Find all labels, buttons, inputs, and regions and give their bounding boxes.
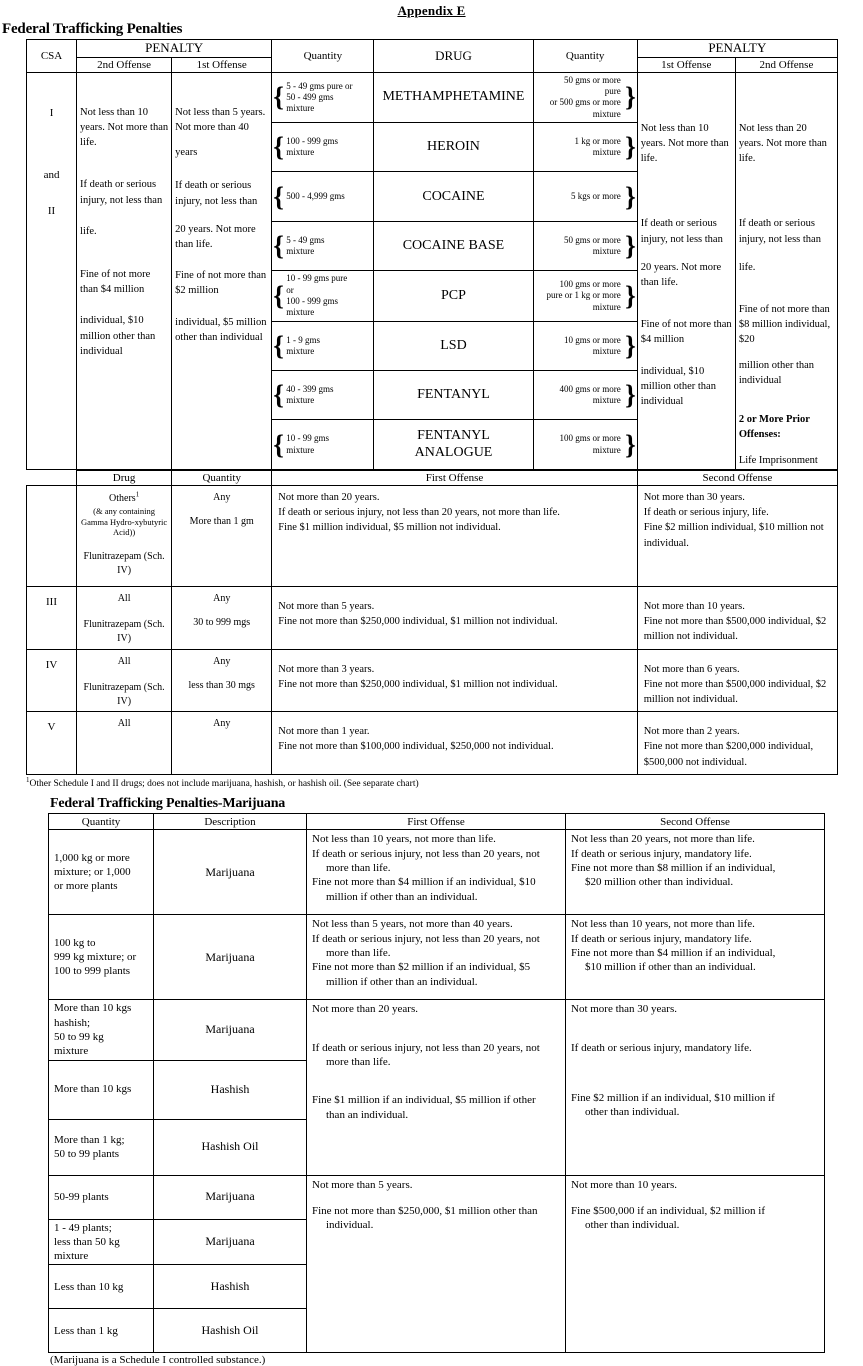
quantity-right-7 [533,420,637,470]
brace-right-icon: } [625,280,636,311]
mj-quantity-3: More than 10 kgs [49,1060,154,1119]
pen1r-line-4: individual, $10 million other than individual [640,365,716,408]
fo-line-3-0: Not more than 1 year. [278,726,370,738]
header-quantity-left: Quantity [272,40,374,73]
fo-line-3-1: Fine not more than $100,000 individual, $250,000 not individual. [278,741,554,753]
quantity-left-text-2: 500 - 4,999 gms [286,191,345,202]
mjg2-fo-2: Fine not more than $250,000, $1 million other than [312,1204,538,1217]
drug-label-2: All [117,655,131,667]
pen1l-line-2: If death or serious injury, not less than [175,180,258,207]
pen2l-line-0: Not less than 10 years. Not more than life. [80,106,169,149]
so-line-0-0: Not more than 30 years. [643,491,745,503]
mjg2-so-0: Not more than 10 years. [571,1178,677,1191]
mj-quantity-4: More than 1 kg; 50 to 99 plants [49,1119,154,1175]
mjg2-fo-0: Not more than 5 years. [312,1178,413,1191]
mj-first-offense-0 [307,830,566,915]
drug-row [27,72,838,122]
mj-description-5: Marijuana [154,1175,307,1219]
penalty-1st-offense-left-cell [172,72,272,470]
csa-label-and: and [43,168,60,181]
header-mj-quantity: Quantity [49,814,154,830]
mj-so-1-1: If death or serious injury, mandatory life. [571,932,752,945]
fo-line-2-0: Not more than 3 years. [278,663,375,675]
quantity-left-4 [272,271,374,321]
quantity-left-text-3: 5 - 49 gms mixture [286,234,325,256]
so-line-1-0: Not more than 10 years. [643,600,745,612]
mj-so-1-0: Not less than 10 years, not more than life. [571,918,755,931]
quantity-left-text-0: 5 - 49 gms pure or 50 - 499 gms mixture [286,80,353,114]
drug-extra-0: Flunitrazepam (Sch. IV) [83,551,165,577]
fo-line-1-0: Not more than 5 years. [278,600,375,612]
pen2l-line-4: individual, $10 million other than individual [80,315,156,357]
mjg1-fo-3: more than life. [326,1055,391,1068]
brace-left-icon: { [273,429,284,460]
schedule-cell-1: III [27,586,77,649]
penalty-2nd-offense-left-cell [77,72,172,470]
table-row [27,586,838,649]
quantity-left-text-6: 40 - 399 gms mixture [286,383,334,406]
drug-cell-3 [77,712,172,775]
header-penalty-right: PENALTY [637,40,837,58]
pen1r-line-1: If death or serious injury, not less than [640,218,723,245]
brace-right-icon: } [625,429,636,460]
quantity-right-1 [533,123,637,172]
quantity-right-5 [533,321,637,370]
mj-fo-1-1: If death or serious injury, not less than 20 years, not [312,932,540,945]
header-first-offense-lower: First Offense [272,470,637,486]
header-penalty-left: PENALTY [77,40,272,58]
federal-trafficking-penalties-table [26,39,838,775]
fo-line-1-1: Fine not more than $250,000 individual, $1 million not individual. [278,616,558,628]
quantity-left-5 [272,321,374,370]
mj-quantity-2: More than 10 kgs hashish; 50 to 99 kg mixture [49,1000,154,1060]
federal-trafficking-penalties-marijuana-table [48,813,825,1353]
so-line-3-0: Not more than 2 years. [643,726,740,738]
so-line-0-1: If death or serious injury, life. [643,507,769,519]
quantity-cell-1 [172,586,272,649]
mj-fo-1-3: Fine not more than $2 million if an individual, $5 [312,961,531,974]
header-1st-offense-left: 1st Offense [172,57,272,72]
mj-so-1-2: Fine not more than $4 million if an individual, [571,946,776,959]
marijuana-footnote: (Marijuana is a Schedule I controlled substance.) [50,1354,266,1366]
quantity-cell-0 [172,485,272,586]
quantity-right-text-1: 1 kg or more mixture [574,136,621,158]
mj-quantity-5: 50-99 plants [49,1175,154,1219]
mj-fo-0-2: more than life. [326,861,391,874]
mj-second-offense-1 [566,915,825,1000]
mjg1-so-0: Not more than 30 years. [571,1003,677,1016]
quantity-left-7 [272,420,374,470]
quantity-cell-3 [172,712,272,775]
pen1l-line-5: individual, $5 million other than individual [175,316,267,343]
page-title: Appendix E [397,3,466,18]
mjg1-so-6: other than individual. [585,1106,680,1119]
header-quantity-right: Quantity [533,40,637,73]
quantity-right-2 [533,172,637,221]
quantity-left-0 [272,72,374,122]
mj-fo-0-4: million if other than an individual. [326,890,478,903]
quantity-alt-2: less than 30 mgs [188,679,255,691]
table2-header-row [49,814,825,830]
second-offense-cell-2 [637,649,837,712]
pen1r-line-3: Fine of not more than $4 million [640,319,732,346]
header-second-offense-lower: Second Offense [637,470,837,486]
mj-description-4: Hashish Oil [154,1119,307,1175]
pen2l-line-1: If death or serious injury, not less than [80,179,163,206]
mj-fo-0-0: Not less than 10 years, not more than life. [312,833,496,846]
mj-so-0-1: If death or serious injury, mandatory life. [571,847,752,860]
mjg2-fo-3: individual. [326,1219,374,1232]
mj-quantity-8: Less than 1 kg [49,1309,154,1353]
quantity-right-text-4: 100 gms or more pure or 1 kg or more mixture [546,279,621,312]
table1-footnote [26,776,863,791]
schedule-cell-3: V [27,712,77,775]
mj-first-offense-group-hashish [307,1000,566,1175]
mjg1-fo-5: Fine $1 million if an individual, $5 million if other [312,1094,536,1107]
first-offense-cell-3 [272,712,637,775]
csa-schedule-cell [27,72,77,470]
mj-fo-1-0: Not less than 5 years, not more than 40 years. [312,918,513,931]
mj-second-offense-0 [566,830,825,915]
drug-cell-2 [77,649,172,712]
mjg1-fo-0: Not more than 20 years. [312,1003,418,1016]
mj-so-1-3: $10 million if other than an individual. [585,961,756,974]
mjg2-so-3: other than individual. [585,1219,680,1232]
quantity-left-1 [272,123,374,172]
header-drug-lower: Drug [77,470,172,486]
table-header-row-top [27,40,838,58]
table-row [27,649,838,712]
quantity-right-4 [533,271,637,321]
pen2l-line-2: life. [80,225,97,237]
header-drug: DRUG [374,40,533,73]
drug-cell-0 [77,485,172,586]
brace-left-icon: { [273,81,284,112]
drug-label-others: Others [109,493,136,505]
mj-fo-0-3: Fine not more than $4 million if an individual, $10 [312,876,536,889]
pen2r-line-0: Not less than 20 years. Not more than life. [738,122,827,165]
mj-description-7: Hashish [154,1265,307,1309]
mj-quantity-7: Less than 10 kg [49,1265,154,1309]
mj-second-offense-group-hashish [566,1000,825,1175]
quantity-any-0: Any [213,491,231,503]
first-offense-cell-1 [272,586,637,649]
drug-name-7: FENTANYL ANALOGUE [374,420,533,470]
mj-quantity-6: 1 - 49 plants; less than 50 kg mixture [49,1219,154,1265]
mj-first-offense-1 [307,915,566,1000]
pen2l-line-3: Fine of not more than $4 million [80,269,151,296]
header-mj-description: Description [154,814,307,830]
brace-right-icon: } [625,131,636,162]
brace-left-icon: { [273,230,284,261]
drug-name-6: FENTANYL [374,370,533,419]
so-line-1-1: Fine not more than $500,000 individual, $2 million not individual. [643,616,827,643]
mjg1-fo-2: If death or serious injury, not less than 20 years, not [312,1041,540,1054]
second-offense-cell-3 [637,712,837,775]
mj-so-0-2: Fine not more than $8 million if an individual, [571,861,776,874]
brace-left-icon: { [273,330,284,361]
quantity-left-text-1: 100 - 999 gms mixture [286,136,339,158]
mj-so-0-3: $20 million other than individual. [585,876,734,889]
fo-line-0-2: Fine $1 million individual, $5 million not individual. [278,522,501,534]
csa-label-I: I [49,106,54,119]
so-line-2-0: Not more than 6 years. [643,663,740,675]
quantity-right-text-3: 50 gms or more mixture [563,234,621,256]
quantity-left-3 [272,221,374,270]
first-offense-cell-0 [272,485,637,586]
fo-line-0-0: Not more than 20 years. [278,491,380,503]
brace-left-icon: { [273,280,284,311]
quantity-right-text-5: 10 gms or more mixture [563,334,621,356]
table-row [49,1000,825,1060]
header-quantity-lower: Quantity [172,470,272,486]
quantity-any-3: Any [213,718,231,730]
mj-quantity-0: 1,000 kg or more mixture; or 1,000 or more plants [49,830,154,915]
drug-name-1: HEROIN [374,123,533,172]
penalty-1st-offense-right-cell [637,72,735,470]
quantity-right-text-0: 50 gms or more pure or 500 gms or more mixture [549,74,621,119]
mj-fo-1-2: more than life. [326,946,391,959]
mjg1-fo-6: than an individual. [326,1108,409,1121]
brace-right-icon: } [625,379,636,410]
table-row [49,830,825,915]
header-mj-first-offense: First Offense [307,814,566,830]
so-line-2-1: Fine not more than $500,000 individual, $2 million not individual. [643,678,827,705]
pen1r-line-0: Not less than 10 years. Not more than life. [640,122,729,165]
mjg1-so-5: Fine $2 million if an individual, $10 million if [571,1091,775,1104]
drug-cell-1 [77,586,172,649]
schedule-cell-2: IV [27,649,77,712]
header-2nd-offense-right: 2nd Offense [735,57,837,72]
table1b-header-row [27,470,838,486]
schedule-cell-0 [27,485,77,586]
mj-description-1: Marijuana [154,915,307,1000]
pen2r-line-3: Fine of not more than $8 million individual, $20 [738,304,831,346]
section-heading-marijuana: Federal Trafficking Penalties-Marijuana [50,796,286,812]
pen1r-line-2: 20 years. Not more than life. [640,261,722,289]
mjg2-so-2: Fine $500,000 if an individual, $2 million if [571,1204,766,1217]
so-line-3-1: Fine not more than $200,000 individual, $500,000 not individual. [643,741,814,768]
drug-name-5: LSD [374,321,533,370]
drug-label-3: All [117,718,131,730]
drug-label-1: All [117,592,131,604]
header-csa: CSA [27,40,77,73]
footnote-marker-1: 1 [26,775,30,784]
first-offense-cell-2 [272,649,637,712]
mj-second-offense-group-small [566,1175,825,1353]
quantity-alt-0: More than 1 gm [189,515,254,527]
quantity-left-text-4: 10 - 99 gms pure or 100 - 999 gms mixture [286,273,348,318]
drug-sub-0: (& any containing Gamma Hydro-xybutyric Acid)) [81,506,168,538]
mj-fo-0-1: If death or serious injury, not less than 20 years, not [312,847,540,860]
brace-right-icon: } [625,330,636,361]
so-line-0-2: Fine $2 million individual, $10 million not individual. [643,522,824,549]
mj-quantity-1: 100 kg to 999 kg mixture; or 100 to 999 plants [49,915,154,1000]
drug-name-2: COCAINE [374,172,533,221]
quantity-alt-1: 30 to 999 mgs [193,616,251,628]
footnote-text: Other Schedule I and II drugs; does not include marijuana, hashish, or hashish oil. (See separate chart) [29,778,419,789]
quantity-cell-2 [172,649,272,712]
quantity-right-text-2: 5 kgs or more [570,191,621,202]
mj-description-3: Hashish [154,1060,307,1119]
second-offense-cell-1 [637,586,837,649]
mj-fo-1-4: million if other than an individual. [326,975,478,988]
header-2nd-offense-left: 2nd Offense [77,57,172,72]
pen1l-line-1: years [175,147,198,159]
mj-description-2: Marijuana [154,1000,307,1060]
pen2r-line-1: If death or serious injury, not less than [738,218,821,245]
quantity-right-text-6: 400 gms or more mixture [559,383,621,406]
quantity-left-text-7: 10 - 99 gms mixture [286,433,330,455]
brace-right-icon: } [625,230,636,261]
penalty-2nd-offense-right-cell [735,72,837,470]
drug-extra-2: Flunitrazepam (Sch. IV) [83,681,165,707]
pen2r-line-2: life. [738,261,756,273]
mjg1-so-2: If death or serious injury, mandatory life. [571,1041,752,1054]
quantity-right-6 [533,370,637,419]
brace-left-icon: { [273,131,284,162]
header-1st-offense-right: 1st Offense [637,57,735,72]
pen2r-prior-offenses-header: 2 or More Prior Offenses: [738,414,810,441]
quantity-left-text-5: 1 - 9 gms mixture [286,334,321,356]
quantity-right-0 [533,72,637,122]
quantity-any-2: Any [213,655,231,667]
drug-name-0: METHAMPHETAMINE [374,72,533,122]
brace-right-icon: } [625,181,636,212]
quantity-left-2 [272,172,374,221]
footnote-marker: 1 [135,490,140,499]
pen1l-line-4: Fine of not more than $2 million [175,270,267,297]
section-heading-trafficking-penalties: Federal Trafficking Penalties [2,21,183,37]
pen2r-prior-offenses-body: Life Imprisonment [738,454,818,466]
pen1l-line-3: 20 years. Not more than life. [175,223,256,251]
mj-description-6: Marijuana [154,1219,307,1265]
fo-line-0-1: If death or serious injury, not less than 20 years, not more than life. [278,507,560,519]
drug-extra-1: Flunitrazepam (Sch. IV) [83,618,165,644]
mj-so-0-0: Not less than 20 years, not more than life. [571,833,755,846]
quantity-right-text-7: 100 gms or more mixture [559,433,621,455]
brace-left-icon: { [273,181,284,212]
table-row [49,915,825,1000]
drug-name-3: COCAINE BASE [374,221,533,270]
fo-line-2-1: Fine not more than $250,000 individual, $1 million not individual. [278,678,558,690]
drug-name-4: PCP [374,271,533,321]
mj-description-0: Marijuana [154,830,307,915]
quantity-left-6 [272,370,374,419]
brace-left-icon: { [273,379,284,410]
pen1l-line-0: Not less than 5 years. Not more than 40 [175,106,266,133]
table-row [27,712,838,775]
header-mj-second-offense: Second Offense [566,814,825,830]
mj-description-8: Hashish Oil [154,1309,307,1353]
quantity-any-1: Any [213,592,231,604]
csa-label-II: II [47,204,56,217]
quantity-right-3 [533,221,637,270]
table-row [27,485,838,586]
second-offense-cell-0 [637,485,837,586]
pen2r-line-4: million other than individual [738,359,815,386]
mj-first-offense-group-small [307,1175,566,1353]
brace-right-icon: } [625,81,636,112]
table-row [49,1175,825,1219]
